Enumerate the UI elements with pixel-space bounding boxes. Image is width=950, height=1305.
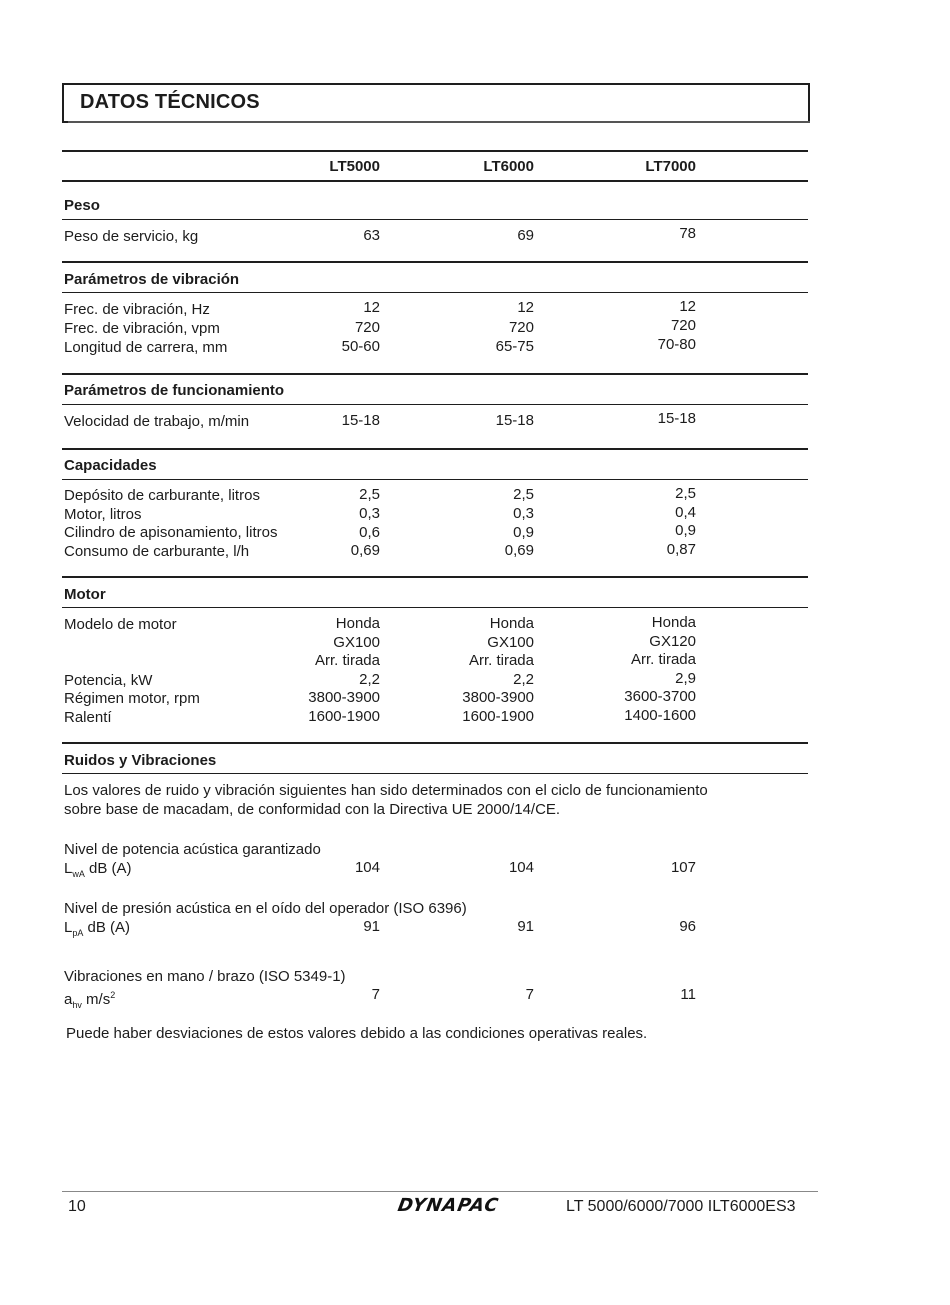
section-heading-motor: Motor bbox=[64, 586, 106, 603]
row-label: Potencia, kW bbox=[64, 671, 153, 689]
section-rule bbox=[62, 404, 808, 405]
section-heading-vibracion: Parámetros de vibración bbox=[64, 271, 240, 288]
motor-labels bbox=[64, 616, 200, 727]
row-label: Frec. de vibración, Hz bbox=[64, 301, 210, 318]
section-rule bbox=[62, 479, 808, 480]
brand-logo: DYNAPAC bbox=[396, 1195, 501, 1216]
cell-value: 1600-1900 bbox=[462, 707, 534, 725]
cell-value: 104 bbox=[508, 859, 534, 876]
cell-value: 63 bbox=[363, 227, 380, 244]
cell-value: Honda bbox=[489, 615, 534, 632]
cell-value: 0,3 bbox=[513, 505, 534, 522]
cell-value: 3600-3700 bbox=[624, 688, 696, 705]
cell-value: 15-18 bbox=[657, 410, 696, 427]
cell-value: Honda bbox=[335, 615, 380, 632]
cell-value: 2,5 bbox=[359, 486, 380, 503]
cell-value: 12 bbox=[679, 298, 696, 315]
footer-rule bbox=[62, 1191, 818, 1192]
cell-value: Arr. tirada bbox=[468, 652, 534, 669]
title-box bbox=[62, 83, 810, 123]
section-top-rule bbox=[62, 576, 808, 578]
section-top-rule bbox=[62, 742, 808, 744]
cell-value: 2,9 bbox=[675, 669, 696, 687]
cell-value: 3800-3900 bbox=[462, 689, 534, 706]
row-label: Motor, litros bbox=[64, 506, 142, 523]
cell-value: 11 bbox=[680, 986, 696, 1003]
cell-value: Honda bbox=[651, 614, 696, 631]
cell-value: 104 bbox=[354, 859, 380, 876]
ruidos-note: Puede haber desviaciones de estos valores debido a las condiciones operativas reales. bbox=[66, 1025, 648, 1042]
cell-value: 96 bbox=[679, 918, 696, 935]
cell-value: 15-18 bbox=[341, 412, 380, 429]
section-heading-ruidos: Ruidos y Vibraciones bbox=[64, 752, 217, 769]
column-header-lt7000: LT7000 bbox=[645, 158, 696, 175]
motor-col-lt5000 bbox=[308, 615, 380, 726]
cell-value: 0,69 bbox=[504, 542, 534, 559]
cell-value: 2,5 bbox=[675, 485, 696, 502]
row-label bbox=[64, 653, 200, 672]
cell-value: 12 bbox=[363, 299, 380, 316]
cell-value: 720 bbox=[508, 319, 534, 336]
cell-value: 78 bbox=[679, 225, 696, 242]
cell-value: 50-60 bbox=[341, 338, 380, 355]
ruidos-intro-line1: Los valores de ruido y vibración siguientes han sido determinados con el ciclo de funcionamiento bbox=[64, 782, 708, 799]
section-rule bbox=[62, 292, 808, 293]
cell-value: Arr. tirada bbox=[314, 652, 380, 669]
cell-value: 1600-1900 bbox=[308, 707, 380, 725]
cell-value: 720 bbox=[354, 319, 380, 336]
motor-col-lt7000 bbox=[624, 614, 696, 725]
cell-value: GX100 bbox=[487, 633, 534, 651]
table-top-rule bbox=[62, 150, 808, 152]
section-rule bbox=[62, 219, 808, 220]
cell-value: 0,69 bbox=[350, 542, 380, 559]
row-label: Frec. de vibración, vpm bbox=[64, 320, 220, 337]
row-label: Consumo de carburante, l/h bbox=[64, 543, 250, 560]
page-number: 10 bbox=[68, 1198, 86, 1215]
row-label: Cilindro de apisonamiento, litros bbox=[64, 524, 278, 541]
section-rule bbox=[62, 607, 808, 608]
row-label bbox=[64, 635, 200, 654]
cell-value: 2,2 bbox=[359, 670, 380, 688]
cell-value: 2,2 bbox=[513, 670, 534, 688]
cell-value: 7 bbox=[525, 986, 534, 1003]
section-top-rule bbox=[62, 373, 808, 375]
cell-value: 0,4 bbox=[675, 504, 696, 521]
cell-value: 15-18 bbox=[495, 412, 534, 429]
cell-value: 1400-1600 bbox=[624, 706, 696, 724]
vibraciones-symbol: $a_{hv}$ $m/s^2$ bbox=[64, 990, 116, 1010]
cell-value: Arr. tirada bbox=[630, 651, 696, 668]
row-label: Longitud de carrera, mm bbox=[64, 339, 228, 356]
section-top-rule bbox=[62, 448, 808, 450]
cell-value: 65-75 bbox=[495, 338, 534, 355]
cell-value: 12 bbox=[517, 299, 534, 316]
potencia-symbol: $L_{wA}$ dB (A) bbox=[64, 860, 132, 879]
cell-value: 91 bbox=[363, 918, 380, 935]
section-rule bbox=[62, 773, 808, 774]
section-heading-capacidades: Capacidades bbox=[64, 457, 157, 474]
row-label: Peso de servicio, kg bbox=[64, 228, 199, 245]
cell-value: 0,6 bbox=[359, 524, 380, 541]
document-reference: LT 5000/6000/7000 ILT6000ES3 bbox=[566, 1198, 796, 1215]
cell-value: 91 bbox=[517, 918, 534, 935]
motor-col-lt6000 bbox=[462, 615, 534, 726]
cell-value: 0,9 bbox=[513, 524, 534, 541]
cell-value: 107 bbox=[670, 859, 696, 876]
cell-value: 3800-3900 bbox=[308, 689, 380, 706]
section-heading-peso: Peso bbox=[64, 197, 100, 214]
column-header-lt6000: LT6000 bbox=[483, 158, 534, 175]
potencia-label: Nivel de potencia acústica garantizado bbox=[64, 841, 321, 858]
page-title: DATOS TÉCNICOS bbox=[80, 91, 260, 113]
row-label: Velocidad de trabajo, m/min bbox=[64, 413, 250, 430]
section-top-rule bbox=[62, 261, 808, 263]
cell-value: 720 bbox=[670, 317, 696, 334]
header-bottom-rule bbox=[62, 180, 808, 182]
ruidos-intro-line2: sobre base de macadam, de conformidad con la Directiva UE 2000/14/CE. bbox=[64, 801, 561, 818]
row-label: Régimen motor, rpm bbox=[64, 690, 200, 707]
cell-value: 69 bbox=[517, 227, 534, 244]
section-heading-funcionamiento: Parámetros de funcionamiento bbox=[64, 382, 285, 399]
cell-value: 0,87 bbox=[666, 541, 696, 558]
cell-value: 0,9 bbox=[675, 522, 696, 539]
cell-value: 7 bbox=[371, 986, 380, 1003]
presion-label: Nivel de presión acústica en el oído del operador (ISO 6396) bbox=[64, 900, 467, 917]
cell-value: 70-80 bbox=[657, 336, 696, 353]
column-header-lt5000: LT5000 bbox=[329, 158, 380, 175]
cell-value: 2,5 bbox=[513, 486, 534, 503]
title-underline bbox=[68, 121, 810, 123]
row-label: Modelo de motor bbox=[64, 616, 177, 633]
presion-symbol: $L_{pA}$ dB (A) bbox=[64, 919, 131, 938]
row-label: Ralentí bbox=[64, 708, 112, 726]
vibraciones-label: Vibraciones en mano / brazo (ISO 5349-1) bbox=[64, 968, 346, 985]
cell-value: GX100 bbox=[333, 633, 380, 651]
cell-value: 0,3 bbox=[359, 505, 380, 522]
row-label: Depósito de carburante, litros bbox=[64, 487, 260, 504]
cell-value: GX120 bbox=[649, 632, 696, 650]
